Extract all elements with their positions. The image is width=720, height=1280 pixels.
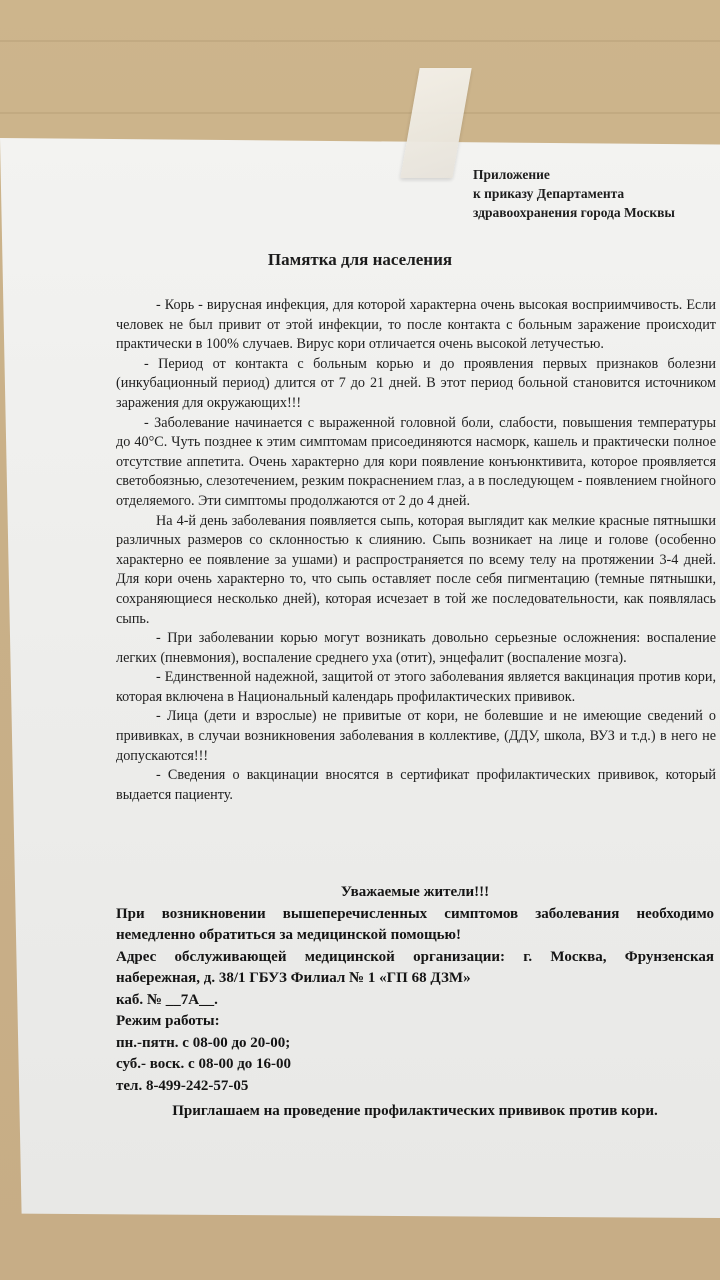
board-seam [0,112,720,114]
paragraph-incubation: - Период от контакта с больным корью и до проявления первых признаков болезни (инкубационный период) длится от 7 до 21 дней. В этот период больной становится источником заражения для окружающих!!! [116,355,716,411]
notice-weekday-hours: пн.-пятн. с 08-00 до 20-00; [116,1034,291,1051]
appendix-line: здравоохранения города Москвы [473,205,675,220]
paragraph-vaccination: - Единственной надежной, защитой от этого заболевания является вакцинация против кори, которая включена в Национальный календарь профилактических прививок. [116,669,716,705]
notice-address: Адрес обслуживающей медицинской организации: г. Москва, Фрунзенская набережная, д. 38/1 ГБУЗ Филиал № 1 «ГП 68 ДЗМ» [116,948,714,986]
appendix-line: Приложение [473,167,550,182]
notice-block [116,882,714,1123]
memo-body [116,296,716,805]
paragraph-rash: На 4-й день заболевания появляется сыпь, которая выглядит как мелкие красные пятнышки различных размеров со склонностью к слиянию. Сыпь возникает на лице и голове (особенно характерно ее появление за ушами) и распространяется по всему телу на протяжении 3-4 дней. Для кори очень характерно то, что сыпь оставляет после себя пигментацию (темные пятнышки, сохраняющиеся несколько дней), которая исчезает в той же последовательности, как появлялась сыпь. [116,512,716,627]
board-seam [0,40,720,42]
notice-weekend-hours: суб.- воск. с 08-00 до 16-00 [116,1056,292,1072]
notice-closing: Приглашаем на проведение профилактических прививок против кори. [172,1103,658,1119]
paragraph-complications: - При заболевании корью могут возникать довольно серьезные осложнения: воспаление легких (пневмония), воспаление среднего уха (отит), энцефалит (воспаление мозга). [116,630,716,666]
appendix-line: к приказу Департамента [473,186,625,201]
notice-urgent: При возникновении вышеперечисленных симптомов заболевания необходимо немедленно обратиться за медицинской помощью! [116,905,714,943]
notice-greeting: Уважаемые жители!!! [340,884,490,900]
notice-room: каб. № __7А__. [116,991,218,1008]
paragraph-unvaccinated: - Лица (дети и взрослые) не привитые от кори, не болевшие и не имеющие сведений о прививках, в случаи возникновения заболевания в коллективе, (ДДУ, школа, ВУЗ и т.д.) в него не допускаются!!! [116,708,716,764]
paragraph-symptoms: - Заболевание начинается с выраженной головной боли, слабости, повышения температуры до 40°С. Чуть позднее к этим симптомам присоединяются насморк, кашель и практически полное отсутствие аппетита. Очень характерно для кори появление конъюнктивита, которое проявляется светобоязнью, слезотечением, резким покраснением глаз, а в последующем - появлением гнойного отделяемого. Эти симптомы продолжаются от 2 до 4 дней. [116,414,716,509]
order-appendix-note [473,165,718,222]
notice-phone: тел. 8-499-242-57-05 [116,1077,249,1094]
notice-hours-label: Режим работы: [116,1013,220,1029]
paragraph-certificate: - Сведения о вакцинации вносятся в сертификат профилактических прививок, который выдается пациенту. [116,767,716,803]
document-title: Памятка для населения [267,250,453,269]
paragraph-measles-intro: - Корь - вирусная инфекция, для которой характерна очень высокая восприимчивость. Если человек не был привит от этой инфекции, то после контакта с больным заражение происходит практически в 100% случаев. Вирус кори отличается очень высокой летучестью. [116,297,716,353]
